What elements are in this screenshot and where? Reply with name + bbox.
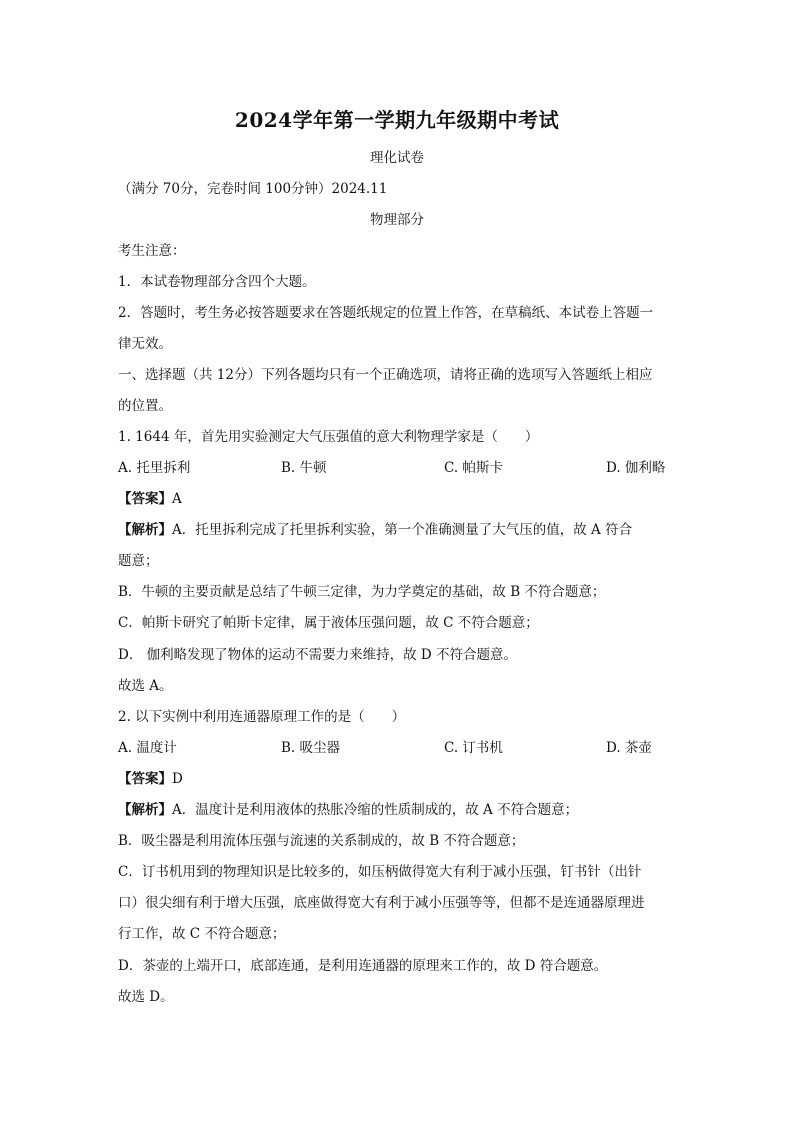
answer-value: D — [172, 771, 183, 787]
question-2-analysis-c-line-1: C．订书机用到的物理知识是比较多的，如压柄做得宽大有利于减小压强，钉书针（出针 — [118, 864, 642, 880]
exam-info: （满分 70分，完卷时间 100分钟）2024.11 — [118, 181, 388, 197]
question-2-option-c: C. 订书机 — [444, 740, 503, 756]
analysis-label: 【解析】 — [118, 522, 172, 538]
question-1-options — [118, 456, 678, 476]
question-2-analysis-c-line-3: 行工作，故 C 不符合题意； — [118, 926, 286, 942]
question-2-analysis-b: B．吸尘器是利用流体压强与流速的关系制成的，故 B 不符合题意； — [118, 833, 525, 849]
question-1-analysis-c: C．帕斯卡研究了帕斯卡定律，属于液体压强问题，故 C 不符合题意； — [118, 615, 539, 631]
part-one-instructions-line-1: 一、选择题（共 12分）下列各题均只有一个正确选项，请将正确的选项写入答题纸上相应 — [118, 367, 653, 383]
paper-subtitle: 理化试卷 — [370, 150, 424, 166]
question-1-stem: 1. 1644 年，首先用实验测定大气压强值的意大利物理学家是（ ） — [118, 429, 539, 445]
notice-item-2-line-1: 2．答题时，考生务必按答题要求在答题纸规定的位置上作答，在草稿纸、本试卷上答题一 — [118, 305, 654, 321]
question-2-analysis-a — [118, 798, 678, 818]
analysis-text: A．温度计是利用液体的热胀冷缩的性质制成的，故 A 不符合题意； — [172, 802, 579, 818]
analysis-label: 【解析】 — [118, 802, 172, 818]
question-2-analysis-d: D．茶壶的上端开口，底部连通，是利用连通器的原理来工作的，故 D 符合题意。 — [118, 958, 608, 974]
notice-item-1: 1．本试卷物理部分含四个大题。 — [118, 274, 316, 290]
question-1-option-b: B. 牛顿 — [281, 460, 327, 476]
question-1-option-a: A. 托里拆利 — [118, 460, 191, 476]
question-2-stem: 2. 以下实例中利用连通器原理工作的是（ ） — [118, 709, 406, 725]
analysis-text: A．托里拆利完成了托里拆利实验，第一个准确测量了大气压的值，故 A 符合 — [172, 522, 633, 538]
question-1-analysis-b: B．牛顿的主要贡献是总结了牛顿三定律，为力学奠定的基础，故 B 不符合题意； — [118, 584, 606, 600]
question-1-analysis-line-2: 题意； — [118, 553, 159, 569]
question-1-analysis-d: D． 伽利略发现了物体的运动不需要力来维持，故 D 不符合题意。 — [118, 647, 518, 663]
part-one-instructions-line-2: 的位置。 — [118, 398, 172, 414]
question-1-answer — [118, 487, 678, 507]
question-1-conclusion: 故选 A。 — [118, 678, 173, 694]
notice-item-2-line-2: 律无效。 — [118, 336, 172, 352]
question-2-answer — [118, 767, 678, 787]
question-1-analysis-line-1 — [118, 518, 678, 538]
page-title: 2024学年第一学期九年级期中考试 — [234, 108, 560, 132]
question-2-option-b: B. 吸尘器 — [281, 740, 341, 756]
answer-value: A — [172, 491, 182, 507]
question-1-option-c: C. 帕斯卡 — [444, 460, 503, 476]
question-2-options — [118, 736, 678, 756]
question-1-option-d: D. 伽利略 — [606, 460, 666, 476]
notice-heading: 考生注意： — [118, 243, 186, 259]
section-heading: 物理部分 — [370, 212, 424, 228]
answer-label: 【答案】 — [118, 771, 172, 787]
question-2-analysis-c-line-2: 口）很尖细有利于增大压强，底座做得宽大有利于减小压强等等，但都不是连通器原理进 — [118, 895, 645, 911]
question-2-conclusion: 故选 D。 — [118, 989, 174, 1005]
question-2-option-d: D. 茶壶 — [606, 740, 652, 756]
question-2-option-a: A. 温度计 — [118, 740, 177, 756]
answer-label: 【答案】 — [118, 491, 172, 507]
